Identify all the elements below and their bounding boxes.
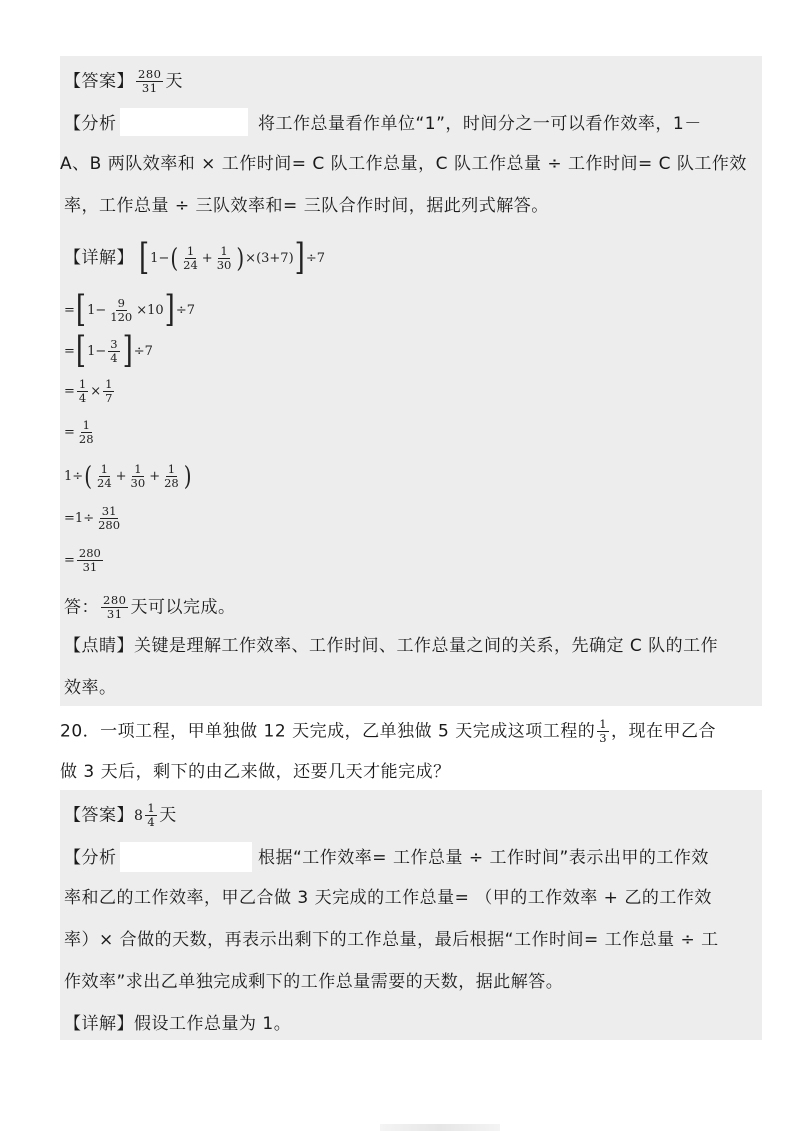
analysis-20-line-3: 率）× 合做的天数，再表示出剩下的工作总量，最后根据“工作时间= 工作总量 ÷ 工 <box>64 930 719 950</box>
equation-step-2: = [ 1 − $\frac{9}{120}$ × 10 ] ÷ 7 <box>64 289 195 331</box>
fraction: $\frac{1}{28}$ <box>78 417 94 446</box>
equation-step-3: = [ 1 − $\frac{3}{4}$ ] ÷ 7 <box>64 330 153 372</box>
point-line-1: 【点睛】关键是理解工作效率、工作时间、工作总量之间的关系，先确定 C 队的工作 <box>64 636 719 656</box>
answer-label: 【答案】 <box>64 71 134 92</box>
point-line-2: 效率。 <box>64 678 117 698</box>
analysis-line-1: 将工作总量看作单位“1”，时间分之一可以看作效率，1－ <box>258 114 702 134</box>
equation-step-5: = $\frac{1}{28}$ <box>64 417 94 446</box>
analysis-20-line-1: 根据“工作效率= 工作总量 ÷ 工作时间”表示出甲的工作效 <box>258 848 709 868</box>
fraction: $\frac{9}{120}$ <box>110 295 133 324</box>
answer-line-19 <box>64 68 183 95</box>
question-fraction: $\frac{1}{3}$ <box>599 717 608 745</box>
answer-unit: 天 <box>165 71 183 92</box>
equation-step-4: = $\frac{1}{4}$ × $\frac{1}{7}$ <box>64 376 113 405</box>
detail-20-line-1: 【详解】假设工作总量为 1。 <box>64 1014 292 1034</box>
detail-label-19: 【详解】 <box>64 248 134 268</box>
analysis-20-line-4: 作效率”求出乙单独完成剩下的工作总量需要的天数，据此解答。 <box>64 972 564 992</box>
analysis-line-2: A、B 两队效率和 × 工作时间= C 队工作总量，C 队工作总量 ÷ 工作时间= C 队工作效 <box>60 154 747 174</box>
fraction: $\frac{1}{4}$ <box>78 376 87 405</box>
question-20-line-2: 做 3 天后，剩下的由乙来做，还要几天才能完成？ <box>60 762 451 782</box>
fraction: $\frac{31}{280}$ <box>98 503 121 532</box>
redacted-blank <box>120 108 248 136</box>
conclusion-19: 答： $\frac{280}{31}$ 天可以完成。 <box>64 593 236 621</box>
answer-unit: 天 <box>159 805 177 826</box>
scan-artifact <box>380 1124 500 1131</box>
redacted-blank <box>120 842 252 872</box>
equation-step-7: = 1 ÷ $\frac{31}{280}$ <box>64 503 121 532</box>
fraction: $\frac{1}{24}$ <box>183 243 198 272</box>
analysis-label-20: 【分析 <box>64 848 117 868</box>
question-20-line-1: 20．一项工程，甲单独做 12 天完成，乙单独做 5 天完成这项工程的 $\frac{1}{3}$ ，现在甲乙合 <box>60 717 717 745</box>
analysis-20-line-2: 率和乙的工作效率，甲乙合做 3 天完成的工作总量= （甲的工作效率 + 乙的工作效 <box>64 888 712 908</box>
fraction: $\frac{1}{30}$ <box>216 243 232 272</box>
answer-label: 【答案】 <box>64 805 134 826</box>
answer-fraction: $\frac{280}{31}$ <box>138 67 162 95</box>
fraction: $\frac{280}{31}$ <box>78 545 101 574</box>
answer-fraction: $\frac{1}{4}$ <box>147 801 156 829</box>
equation-step-6: 1 ÷ ( $\frac{1}{24}$ + $\frac{1}{30}$ + $\frac{1}{28}$ ) <box>64 460 192 492</box>
fraction: $\frac{3}{4}$ <box>110 336 118 365</box>
answer-line-20: 【答案】 8 $\frac{1}{4}$ 天 <box>64 801 177 829</box>
fraction: $\frac{1}{24}$ <box>97 461 112 490</box>
equation-step-8: = $\frac{280}{31}$ <box>64 545 101 574</box>
equation-step-1: [ 1 − ( $\frac{1}{24}$ + $\frac{1}{30}$ ) × ( 3+7 ) ] ÷ 7 <box>139 237 325 279</box>
fraction: $\frac{1}{7}$ <box>105 376 113 405</box>
analysis-label-19: 【分析 <box>64 114 117 134</box>
conclusion-fraction: $\frac{280}{31}$ <box>103 593 127 621</box>
analysis-line-3: 率，工作总量 ÷ 三队效率和= 三队合作时间，据此列式解答。 <box>64 196 549 216</box>
fraction: $\frac{1}{28}$ <box>164 461 179 490</box>
fraction: $\frac{1}{30}$ <box>130 461 146 490</box>
